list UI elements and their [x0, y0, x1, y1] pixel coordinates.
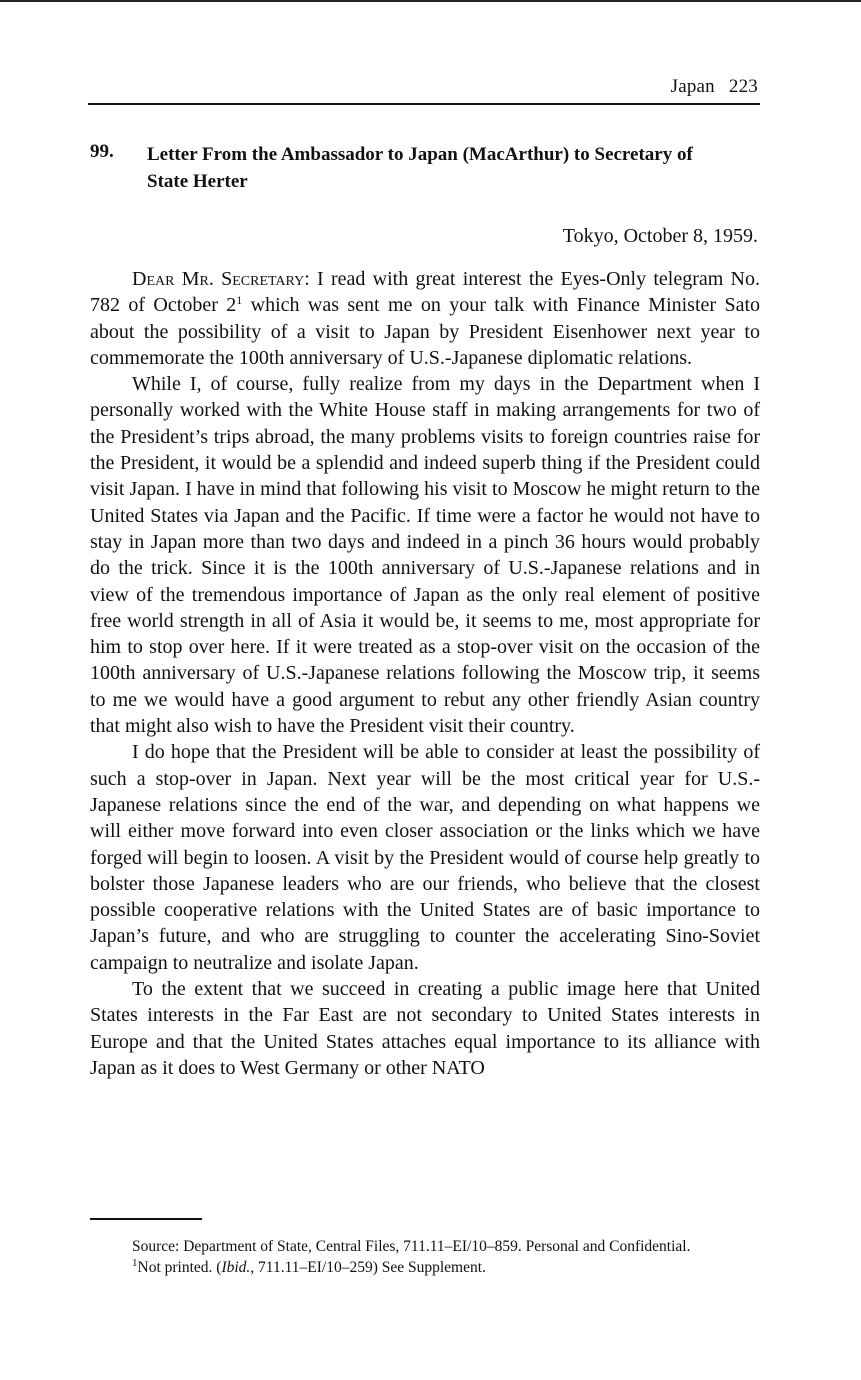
document-title: Letter From the Ambassador to Japan (MacArthur) to Secretary of State Herter: [147, 144, 693, 192]
salutation: Dear Mr. Secretary:: [132, 268, 310, 290]
footnotes: [90, 1236, 760, 1278]
paragraph-3: I do hope that the President will be able to consider at least the possibility of such a stop-over in Japan. Next year will be the most critical year for U.S.-Japanese relations since the end of the war, and depending on what happens we will either move forward into even closer association or the links which we have forged will begin to loosen. A visit by the President would of course help greatly to bolster those Japanese leaders who are our friends, who believe that the closest possible cooperative relations with the United States are of basic importance to Japan’s future, and who are struggling to counter the accelerating Sino-Soviet campaign to neutralize and isolate Japan.: [90, 741, 760, 974]
header-rule: [88, 103, 760, 105]
footnote-1-text-a: Not printed. (: [137, 1259, 222, 1276]
letter-body: [90, 266, 760, 1081]
paragraph-1-text-a: I read with great interest the Eyes-Only telegram No. 782 of October 2: [90, 268, 761, 317]
dateline: Tokyo, October 8, 1959.: [562, 225, 758, 247]
paragraph-2: While I, of course, fully realize from my days in the Department when I personally worked with the White House staff in making arrangements for two of the President’s trips abroad, the many problems visits to foreign countries raise for the President, it would be a splendid and indeed superb thing if the President could visit Japan. I have in mind that following his visit to Moscow he might return to the United States via Japan and the Pacific. If time were a factor he would not have to stay in Japan more than two days and indeed in a pinch 36 hours would probably do the trick. Since it is the 100th anniversary of U.S.-Japanese relations and in view of the tremendous importance of Japan as the only real element of positive free world strength in all of Asia it would be, it seems to me, most appropriate for him to stop over here. If it were treated as a stop-over visit on the occasion of the 100th anniversary of U.S.-Japanese relations following the Moscow trip, it seems to me we would have a good argument to rebut any other friendly Asian country that might also wish to have the President visit their country.: [90, 373, 760, 738]
paragraph-4: To the extent that we succeed in creating a public image here that United States interests in the Far East are not secondary to United States interests in Europe and that the United States attaches equal importance to its alliance with Japan as it does to West Germany or other NATO: [90, 978, 760, 1079]
paragraph-1-text-b: which was sent me on your talk with Finance Minister Sato about the possibility of a visit to Japan by President Eisenhower next year to commemorate the 100th anniversary of U.S.-Japanese diplomatic relations.: [90, 294, 761, 369]
paragraph-1: [90, 266, 760, 371]
scan-top-edge: [0, 0, 861, 2]
document-number: 99.: [90, 141, 114, 162]
footnote-1: [90, 1257, 760, 1278]
footnote-rule: [90, 1218, 202, 1220]
source-note: Source: Department of State, Central Files, 711.11–EI/10–859. Personal and Confidential.: [132, 1238, 691, 1255]
running-header: [88, 76, 758, 98]
footnote-marker-1: 1: [236, 293, 243, 308]
running-title: Japan: [670, 76, 715, 97]
footnote-1-marker: 1: [132, 1257, 138, 1269]
page-number: 223: [728, 76, 758, 97]
footnote-1-ibid: Ibid.: [221, 1259, 251, 1276]
footnote-1-text-b: , 711.11–EI/10–259) See Supplement.: [250, 1259, 486, 1276]
